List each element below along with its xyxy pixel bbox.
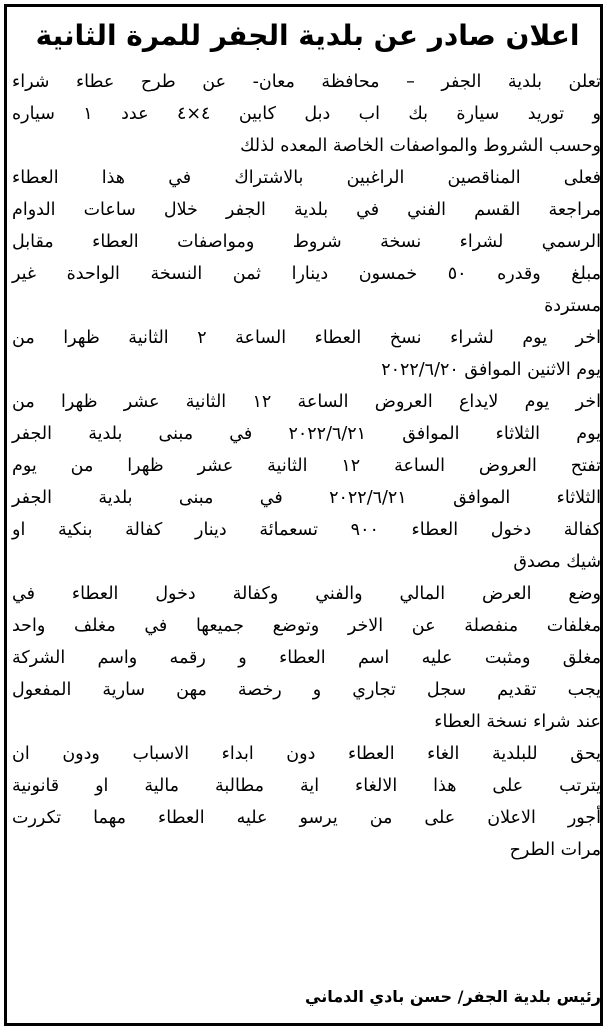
notice-line: وحسب الشروط والمواصفات الخاصة المعده لذلك xyxy=(240,136,601,156)
notice-line: فعلى المناقصين الراغبين بالاشتراك في هذا العطاء xyxy=(12,168,601,188)
notice-line: يحق للبلدية الغاء العطاء دون ابداء الاسباب ودون ان xyxy=(12,744,601,764)
notice-line: مراجعة القسم الفني في بلدية الجفر خلال ساعات الدوام xyxy=(12,200,601,220)
notice-line: يوم الاثنين الموافق ٢٠٢٢/٦/٢٠ xyxy=(381,360,601,380)
notice-line: مبلغ وقدره ٥٠ خمسون دينارا ثمن النسخة الواحدة غير xyxy=(12,264,601,284)
notice-line: مرات الطرح xyxy=(509,840,601,860)
notice-title: اعلان صادر عن بلدية الجفر للمرة الثانية xyxy=(35,19,580,52)
notice-line: تفتح العروض الساعة ١٢ الثانية عشر ظهرا من يوم xyxy=(12,456,601,476)
notice-line: يجب تقديم سجل تجاري و رخصة مهن سارية المفعول xyxy=(12,680,601,700)
notice-line: مستردة xyxy=(544,296,601,316)
notice-line: أجور الاعلان على من يرسو عليه العطاء مهما تكررت xyxy=(12,808,601,828)
notice-line: و توريد سيارة بك اب دبل كابين ٤×٤ عدد ١ سياره xyxy=(12,104,601,124)
notice-line: اخر يوم لشراء نسخ العطاء الساعة ٢ الثانية ظهرا من xyxy=(12,328,601,348)
notice-line: اخر يوم لايداع العروض الساعة ١٢ الثانية عشر ظهرا من xyxy=(12,392,601,412)
notice-line: عند شراء نسخة العطاء xyxy=(434,712,601,732)
notice-body xyxy=(12,66,601,866)
notice-line: وضع العرض المالي والفني وكفالة دخول العطاء في xyxy=(12,584,601,604)
notice-line: الرسمي لشراء نسخة شروط ومواصفات العطاء مقابل xyxy=(12,232,601,252)
notice-line: مغلق ومثبت عليه اسم العطاء و رقمه واسم الشركة xyxy=(12,648,601,668)
notice-line: مغلفات منفصلة عن الاخر وتوضع جميعها في مغلف واحد xyxy=(12,616,601,636)
notice-line: كفالة دخول العطاء ٩٠٠ تسعمائة دينار كفالة بنكية او xyxy=(12,520,601,540)
notice-line: يوم الثلاثاء الموافق ٢٠٢٢/٦/٢١ في مبنى بلدية الجفر xyxy=(12,424,601,444)
notice-line: الثلاثاء الموافق ٢٠٢٢/٦/٢١ في مبنى بلدية الجفر xyxy=(12,488,601,508)
notice-line: تعلن بلدية الجفر – محافظة معان- عن طرح عطاء شراء xyxy=(12,72,601,92)
notice-signature: رئيس بلدية الجفر/ حسن بادي الدماني xyxy=(305,987,601,1006)
notice-line: شيك مصدق xyxy=(513,552,601,572)
notice-line: يترتب على هذا الالغاء اية مطالبة مالية او قانونية xyxy=(12,776,601,796)
